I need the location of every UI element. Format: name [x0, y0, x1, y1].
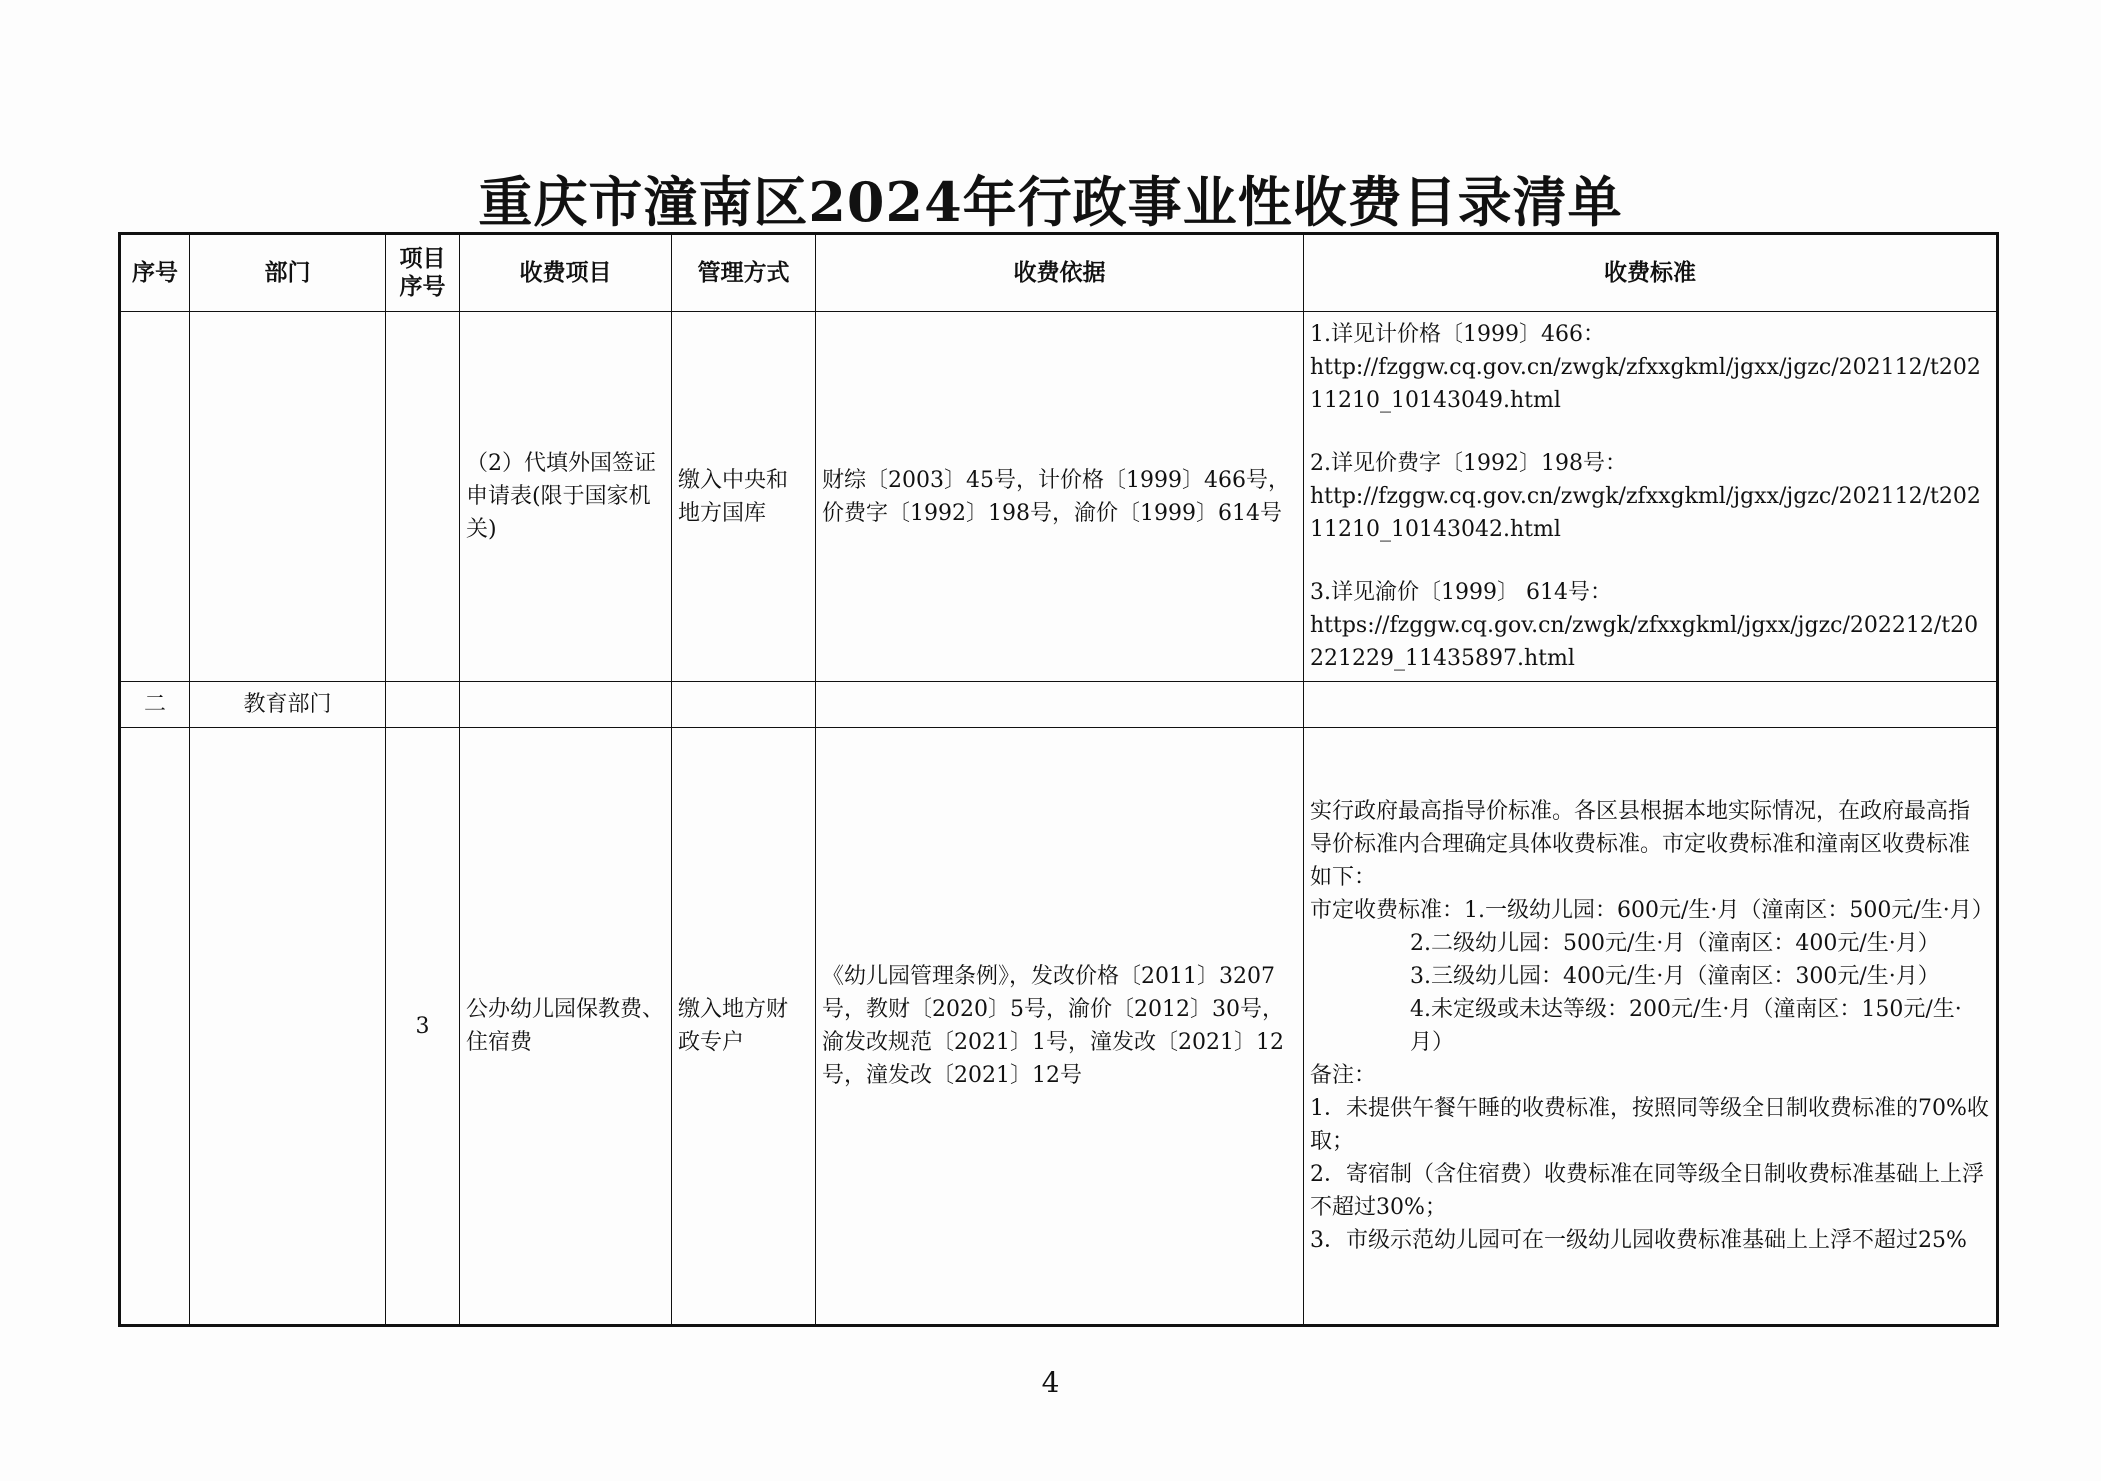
cell-seq [120, 728, 190, 1326]
standard-line: 市定收费标准：1.一级幼儿园：600元/生·月（潼南区：500元/生·月） [1310, 898, 1994, 923]
table-row [120, 312, 1998, 682]
page-title: 重庆市潼南区2024年行政事业性收费目录清单 [478, 170, 1623, 234]
cell-basis: 《幼儿园管理条例》，发改价格〔2011〕3207号，教财〔2020〕5号，渝价〔2012〕30号，渝发改规范〔2021〕1号，潼发改〔2021〕12号，潼发改〔2021〕12号 [816, 728, 1304, 1326]
header-basis: 收费依据 [816, 234, 1304, 312]
standard-line: 4.未定级或未达等级：200元/生·月（潼南区：150元/生·月） [1410, 997, 1962, 1055]
cell-dept [190, 728, 386, 1326]
cell-item-seq: 3 [386, 728, 460, 1326]
standard-link: http://fzggw.cq.gov.cn/zwgk/zfxxgkml/jgxx/jgzc/202112/t20211210_10143049.html [1310, 355, 1981, 413]
cell-basis [816, 682, 1304, 728]
table-row [120, 728, 1998, 1326]
cell-item-seq [386, 312, 460, 682]
header-item: 收费项目 [460, 234, 672, 312]
standard-link: http://fzggw.cq.gov.cn/zwgk/zfxxgkml/jgxx/jgzc/202112/t20211210_10143042.html [1310, 484, 1981, 542]
table-row [120, 682, 1998, 728]
standard-line: 备注： [1310, 1063, 1377, 1088]
standard-line: 实行政府最高指导价标准。各区县根据本地实际情况，在政府最高指导价标准内合理确定具体收费标准。市定收费标准和潼南区收费标准如下： [1310, 799, 1971, 890]
standard-line: 2.详见价费字〔1992〕198号： [1310, 451, 1627, 476]
cell-item-seq [386, 682, 460, 728]
cell-mgmt: 缴入中央和地方国库 [672, 312, 816, 682]
cell-basis: 财综〔2003〕45号，计价格〔1999〕466号，价费字〔1992〕198号，渝价〔1999〕614号 [816, 312, 1304, 682]
standard-line: 2．寄宿制（含住宿费）收费标准在同等级全日制收费标准基础上上浮不超过30%； [1310, 1162, 1984, 1220]
standard-line: 3.三级幼儿园：400元/生·月（潼南区：300元/生·月） [1410, 964, 1940, 989]
standard-line: 3.详见渝价〔1999〕 614号： [1310, 580, 1612, 605]
cell-seq: 二 [120, 682, 190, 728]
cell-mgmt [672, 682, 816, 728]
cell-mgmt: 缴入地方财政专户 [672, 728, 816, 1326]
standard-line: 3．市级示范幼儿园可在一级幼儿园收费标准基础上上浮不超过25% [1310, 1228, 1967, 1253]
header-standard: 收费标准 [1304, 234, 1998, 312]
cell-standard [1304, 728, 1998, 1326]
cell-dept: 教育部门 [190, 682, 386, 728]
header-mgmt: 管理方式 [672, 234, 816, 312]
cell-item: （2）代填外国签证申请表(限于国家机关) [460, 312, 672, 682]
cell-seq [120, 312, 190, 682]
cell-item: 公办幼儿园保教费、住宿费 [460, 728, 672, 1326]
standard-line: 1．未提供午餐午睡的收费标准，按照同等级全日制收费标准的70%收取； [1310, 1096, 1989, 1154]
table-header-row [120, 234, 1998, 312]
cell-dept [190, 312, 386, 682]
cell-item [460, 682, 672, 728]
header-item-seq: 项目序号 [386, 234, 460, 312]
fee-catalog-table [118, 232, 1999, 1327]
header-seq: 序号 [120, 234, 190, 312]
header-dept: 部门 [190, 234, 386, 312]
standard-link: https://fzggw.cq.gov.cn/zwgk/zfxxgkml/jgxx/jgzc/202212/t20221229_11435897.html [1310, 613, 1979, 671]
cell-standard [1304, 682, 1998, 728]
standard-line: 2.二级幼儿园：500元/生·月（潼南区：400元/生·月） [1410, 931, 1940, 956]
cell-standard [1304, 312, 1998, 682]
page-number: 4 [1041, 1366, 1060, 1399]
standard-line: 1.详见计价格〔1999〕466： [1310, 322, 1605, 347]
